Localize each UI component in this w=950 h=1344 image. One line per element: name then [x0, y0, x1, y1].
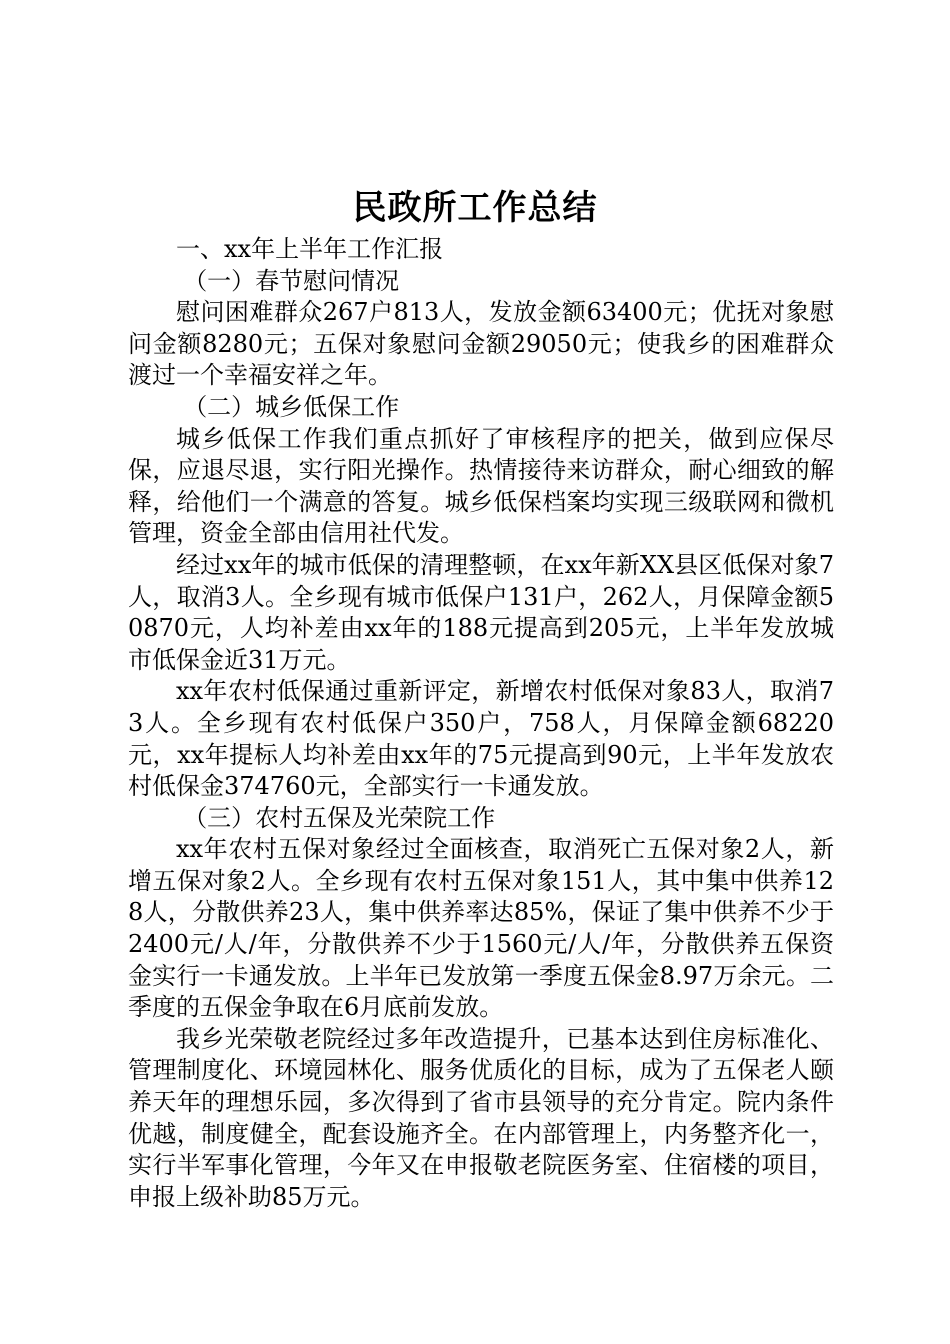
paragraph: 慰问困难群众267户813人，发放金额63400元；优抚对象慰问金额8280元；五保对象慰问金额29050元；使我乡的困难群众渡过一个幸福安祥之年。: [128, 298, 834, 390]
document-body: [128, 234, 834, 1213]
subsection-heading: （三）农村五保及光荣院工作: [183, 803, 496, 832]
subsection-heading: （一）春节慰问情况: [183, 266, 400, 295]
section-heading: 一、xx年上半年工作汇报: [176, 235, 444, 263]
paragraph: 我乡光荣敬老院经过多年改造提升，已基本达到住房标准化、管理制度化、环境园林化、服务优质化的目标，成为了五保老人颐养天年的理想乐园，多次得到了省市县领导的充分肯定。院内条件优越，制度健全，配套设施齐全。在内部管理上，内务整齐化一，实行半军事化管理，今年又在申报敬老院医务室、住宿楼的项目，申报上级补助85万元。: [128, 1024, 834, 1211]
subsection-heading: （二）城乡低保工作: [183, 392, 400, 421]
document-title: 民政所工作总结: [352, 188, 598, 228]
paragraph: xx年农村低保通过重新评定，新增农村低保对象83人，取消73人。全乡现有农村低保户350户，758人，月保障金额68220元，xx年提标人均补差由xx年的75元提高到90元，上半年发放农村低保金374760元，全部实行一卡通发放。: [128, 677, 834, 801]
paragraph: xx年农村五保对象经过全面核查，取消死亡五保对象2人，新增五保对象2人。全乡现有农村五保对象151人，其中集中供养128人，分散供养23人，集中供养率达85%，保证了集中供养不少于2400元/人/年，分散供养不少于1560元/人/年，分散供养五保资金实行一卡通发放。上半年已发放第一季度五保金8.97万余元。二季度的五保金争取在6月底前发放。: [128, 835, 834, 1022]
paragraph: 经过xx年的城市低保的清理整顿，在xx年新XX县区低保对象7人，取消3人。全乡现有城市低保户131户，262人，月保障金额50870元，人均补差由xx年的188元提高到205元，上半年发放城市低保金近31万元。: [128, 550, 834, 674]
paragraph: 城乡低保工作我们重点抓好了审核程序的把关，做到应保尽保，应退尽退，实行阳光操作。热情接待来访群众，耐心细致的解释，给他们一个满意的答复。城乡低保档案均实现三级联网和微机管理，资金全部由信用社代发。: [128, 424, 834, 548]
